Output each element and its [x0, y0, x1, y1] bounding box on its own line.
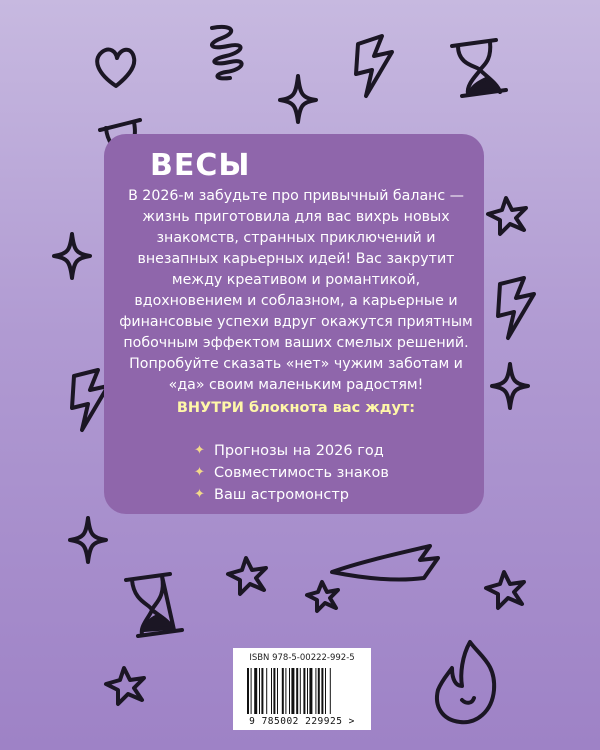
- list-item-label: Прогнозы на 2026 год: [214, 443, 384, 459]
- heart-icon: [97, 50, 134, 86]
- list-item: [194, 440, 389, 462]
- star-icon: [106, 668, 144, 704]
- flame-icon: [437, 642, 494, 722]
- lightning-icon: [72, 370, 108, 430]
- star-icon: [307, 582, 338, 611]
- sparkle-icon: [54, 234, 90, 278]
- inside-subhead: ВНУТРИ блокнота вас ждут:: [176, 400, 416, 416]
- isbn-label: ISBN 978-5-00222-992-5: [249, 653, 355, 663]
- contents-list: [194, 440, 389, 506]
- sign-title: ВЕСЫ: [150, 148, 251, 183]
- barcode-box: [233, 648, 371, 730]
- list-item-label: Совместимость знаков: [214, 465, 389, 481]
- sparkle-bullet-icon: ✦: [194, 465, 205, 480]
- sparkle-icon: [280, 76, 316, 122]
- paragraph-text: В 2026-м забудьте про привычный баланс — жизнь приготовила для вас вихрь новых знакомств, странных приключений и внезапных карьерных идей! Вас закрутит между креативом и романтикой, вдохновением и соблазном, а карьерные и финансовые успехи вдруг окажутся приятным побочным эффектом ваших смелых решений. Попробуйте сказать «нет» чужим заботам и «да» своим маленьким радостям!: [119, 188, 473, 393]
- sparkle-icon: [70, 518, 106, 562]
- barcode-digits: 9 785002 229925 >: [249, 716, 355, 727]
- hourglass-icon: [452, 40, 506, 96]
- list-item: [194, 462, 389, 484]
- lightning-icon: [356, 36, 392, 96]
- star-icon: [486, 572, 524, 608]
- spiral-icon: [212, 27, 242, 78]
- lightning-icon: [498, 278, 534, 338]
- comet-icon: [332, 546, 438, 580]
- description-paragraph: [118, 186, 474, 396]
- hourglass-icon: [126, 574, 182, 636]
- star-icon: [228, 558, 266, 594]
- sparkle-icon: [492, 364, 528, 408]
- list-item: [194, 484, 389, 506]
- list-item-label: Ваш астромонстр: [214, 487, 350, 503]
- sparkle-bullet-icon: ✦: [194, 443, 205, 458]
- sparkle-bullet-icon: ✦: [194, 487, 205, 502]
- star-icon: [488, 198, 526, 234]
- barcode-bars: [247, 668, 361, 718]
